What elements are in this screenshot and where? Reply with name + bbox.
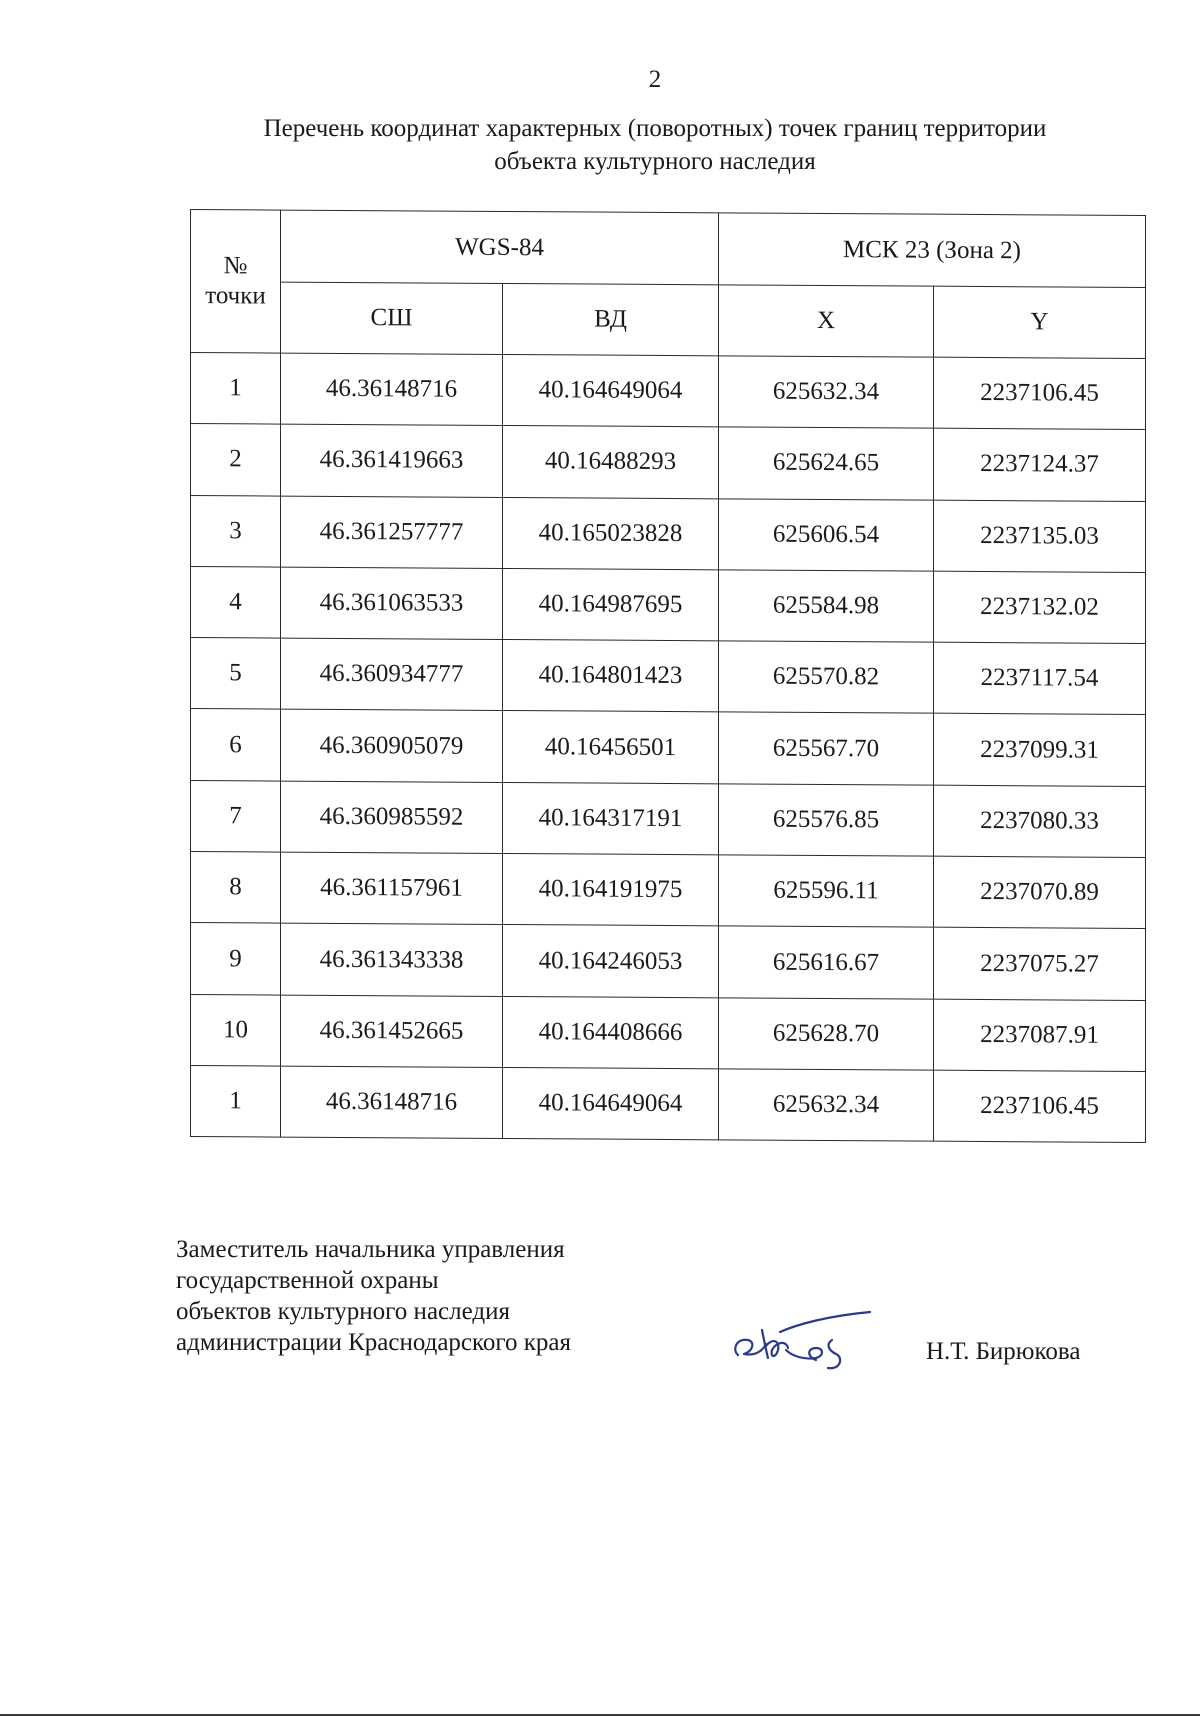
longitude-cell: 40.164317191 [503,782,719,855]
latitude-cell: 46.36148716 [281,353,503,426]
longitude-cell: 40.164246053 [503,925,719,998]
latitude-cell: 46.361063533 [281,567,503,640]
point-number-cell: 1 [191,353,281,425]
coordinates-table [190,209,1146,1143]
x-cell: 625606.54 [719,498,934,571]
longitude-cell: 40.165023828 [503,497,719,570]
table-row [191,353,1146,430]
y-cell: 2237132.02 [934,571,1146,644]
point-number-cell: 9 [191,923,281,995]
table-row [191,566,1146,643]
y-cell: 2237099.31 [934,714,1146,787]
point-number-header [191,210,281,354]
x-cell: 625596.11 [719,855,934,928]
x-cell: 625576.85 [719,784,934,857]
y-header: Y [934,286,1146,358]
latitude-cell: 46.361343338 [281,923,503,996]
longitude-cell: 40.164408666 [503,996,719,1069]
signatory-position [176,1234,571,1358]
point-number-cell: 8 [191,852,281,924]
latitude-header: СШ [281,282,503,354]
latitude-cell: 46.360905079 [281,710,503,783]
table-row [191,923,1146,1000]
handwritten-signature [728,1300,878,1380]
latitude-cell: 46.361257777 [281,496,503,569]
point-number-cell: 10 [191,994,281,1066]
position-line-2: государственной охраны [176,1267,439,1294]
title-line-2: объекта культурного наследия [494,148,816,175]
y-cell: 2237070.89 [934,856,1146,929]
point-number-cell: 5 [191,638,281,710]
longitude-cell: 40.164801423 [503,640,719,713]
latitude-cell: 46.36148716 [281,1066,503,1139]
point-number-cell: 6 [191,709,281,781]
x-cell: 625584.98 [719,570,934,643]
table-subheader-row [191,282,1146,359]
x-cell: 625567.70 [719,712,934,785]
latitude-cell: 46.361419663 [281,424,503,497]
latitude-cell: 46.360985592 [281,781,503,854]
number-sign: № [223,252,248,280]
table-header-row [191,210,1146,288]
longitude-cell: 40.16456501 [503,711,719,784]
signature-strokes [735,1312,870,1368]
point-number-cell: 2 [191,424,281,496]
y-cell: 2237135.03 [934,500,1146,573]
longitude-header: ВД [503,283,719,355]
longitude-cell: 40.164987695 [503,568,719,641]
point-label: точки [205,282,266,310]
y-cell: 2237117.54 [934,642,1146,715]
table-row [191,994,1146,1071]
longitude-cell: 40.164649064 [503,1067,719,1140]
y-cell: 2237087.91 [934,999,1146,1072]
x-cell: 625632.34 [719,1069,934,1142]
x-cell: 625616.67 [719,926,934,999]
x-cell: 625570.82 [719,641,934,714]
x-header: X [719,285,934,357]
point-number-cell: 7 [191,780,281,852]
page-number: 2 [648,66,662,93]
x-cell: 625628.70 [719,997,934,1070]
x-cell: 625624.65 [719,427,934,500]
longitude-cell: 40.164191975 [503,854,719,927]
y-cell: 2237124.37 [934,428,1146,501]
table-row [191,1065,1146,1142]
position-line-3: объектов культурного наследия [176,1298,510,1325]
x-cell: 625632.34 [719,356,934,429]
wgs84-group-header: WGS-84 [281,210,719,285]
table-row [191,852,1146,929]
longitude-cell: 40.164649064 [503,354,719,427]
y-cell: 2237106.45 [934,1070,1146,1143]
title-line-1: Перечень координат характерных (поворотных) точек границ территории [263,115,1047,142]
longitude-cell: 40.16488293 [503,426,719,499]
point-number-cell: 3 [191,495,281,567]
point-number-cell: 4 [191,566,281,638]
position-line-4: администрации Краснодарского края [176,1329,572,1356]
y-cell: 2237075.27 [934,928,1146,1001]
table-row [191,638,1146,715]
y-cell: 2237080.33 [934,785,1146,858]
msk23-group-header: МСК 23 (Зона 2) [719,213,1146,288]
position-line-1: Заместитель начальника управления [176,1236,565,1263]
latitude-cell: 46.360934777 [281,638,503,711]
document-title [150,112,1160,178]
table-row [191,709,1146,786]
table-row [191,424,1146,501]
signer-name: Н.Т. Бирюкова [926,1338,1081,1365]
latitude-cell: 46.361157961 [281,852,503,925]
y-cell: 2237106.45 [934,357,1146,430]
latitude-cell: 46.361452665 [281,995,503,1068]
table-row [191,495,1146,572]
table-row [191,780,1146,857]
point-number-cell: 1 [191,1065,281,1137]
